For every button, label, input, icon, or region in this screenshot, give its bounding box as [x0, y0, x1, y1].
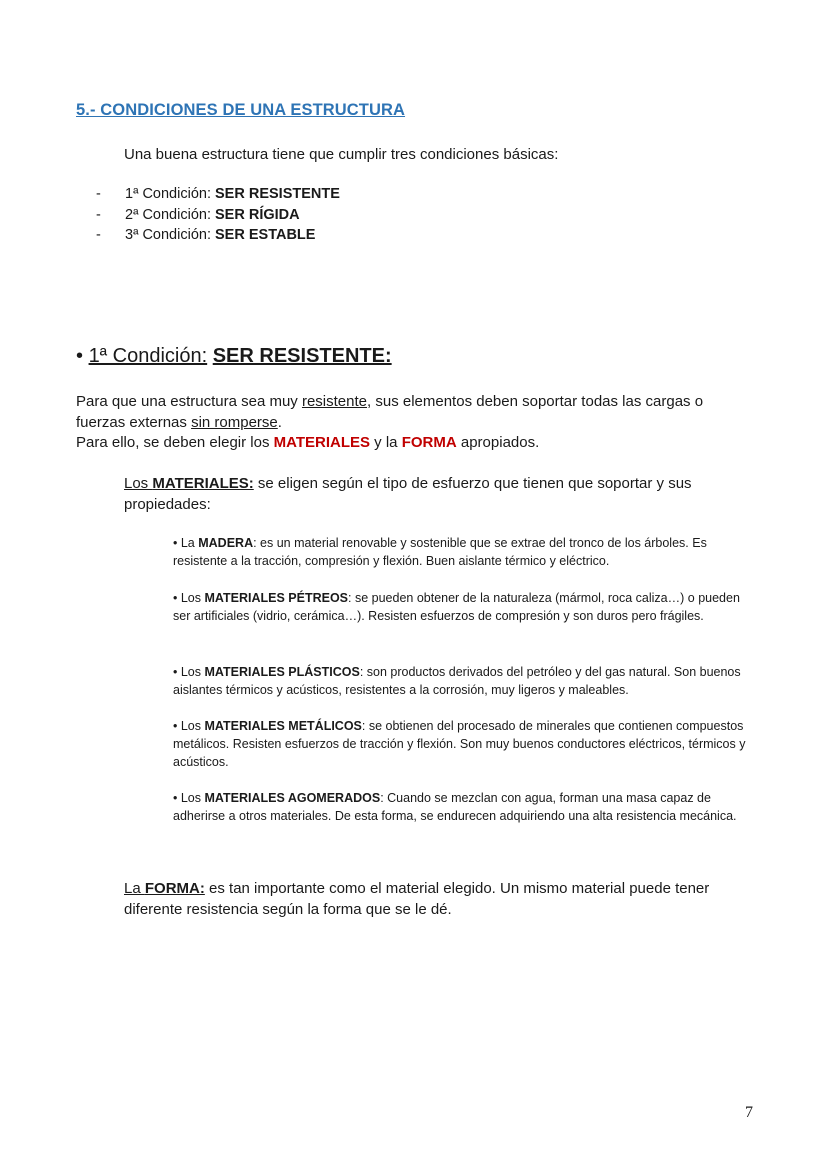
forma-paragraph: La FORMA: es tan importante como el material elegido. Un mismo material puede tener diferente resistencia según la forma que se le dé.: [124, 880, 710, 918]
material-item-plasticos: • Los MATERIALES PLÁSTICOS: son productos derivados del petróleo y del gas natural. Son buenos aislantes térmicos y acústicos, resistentes a la corrosión, muy ligeros y maleables.: [173, 665, 741, 697]
material-item-aglomerados: • Los MATERIALES AGOMERADOS: Cuando se mezclan con agua, forman una masa capaz de adherirse a otros materiales. De esta forma, se endurecen adquiriendo una alta resistencia mecánica.: [173, 791, 737, 823]
section-heading: 5.- CONDICIONES DE UNA ESTRUCTURA: [76, 101, 406, 119]
materials-intro: Los MATERIALES: se eligen según el tipo de esfuerzo que tienen que soportar y sus propiedades:: [124, 475, 692, 513]
list-item: - 2ª Condición: SER RÍGIDA: [96, 206, 300, 223]
page-number: 7: [745, 1104, 753, 1121]
material-item-petreos: • Los MATERIALES PÉTREOS: se pueden obtener de la naturaleza (mármol, roca caliza…) o pueden ser artificiales (vidrio, cerámica…). Resisten esfuerzos de compresión y son duros pero frágiles.: [173, 591, 740, 623]
conditions-list: [96, 184, 340, 246]
list-item: - 3ª Condición: SER ESTABLE: [96, 227, 316, 243]
resistance-paragraph: Para que una estructura sea muy resistente, sus elementos deben soportar todas las cargas o fuerzas externas sin romperse. Para ello, se deben elegir los MATERIALES y la FORMA apropiados.: [76, 393, 704, 451]
intro-text: Una buena estructura tiene que cumplir tres condiciones básicas:: [124, 146, 559, 163]
material-item-metalicos: • Los MATERIALES METÁLICOS: se obtienen del procesado de minerales que contienen compuestos metálicos. Resisten esfuerzos de tracción y flexión. Son muy buenos conductores eléctricos, térmicos y acústicos.: [173, 719, 746, 769]
subsection-title: • 1ª Condición: SER RESISTENTE:: [76, 345, 392, 367]
material-item-madera: • La MADERA: es un material renovable y sostenible que se extrae del tronco de los árboles. Es resistente a la tracción, compresión y flexión. Buen aislante térmico y eléctrico.: [173, 536, 707, 568]
list-item: - 1ª Condición: SER RESISTENTE: [96, 186, 340, 202]
